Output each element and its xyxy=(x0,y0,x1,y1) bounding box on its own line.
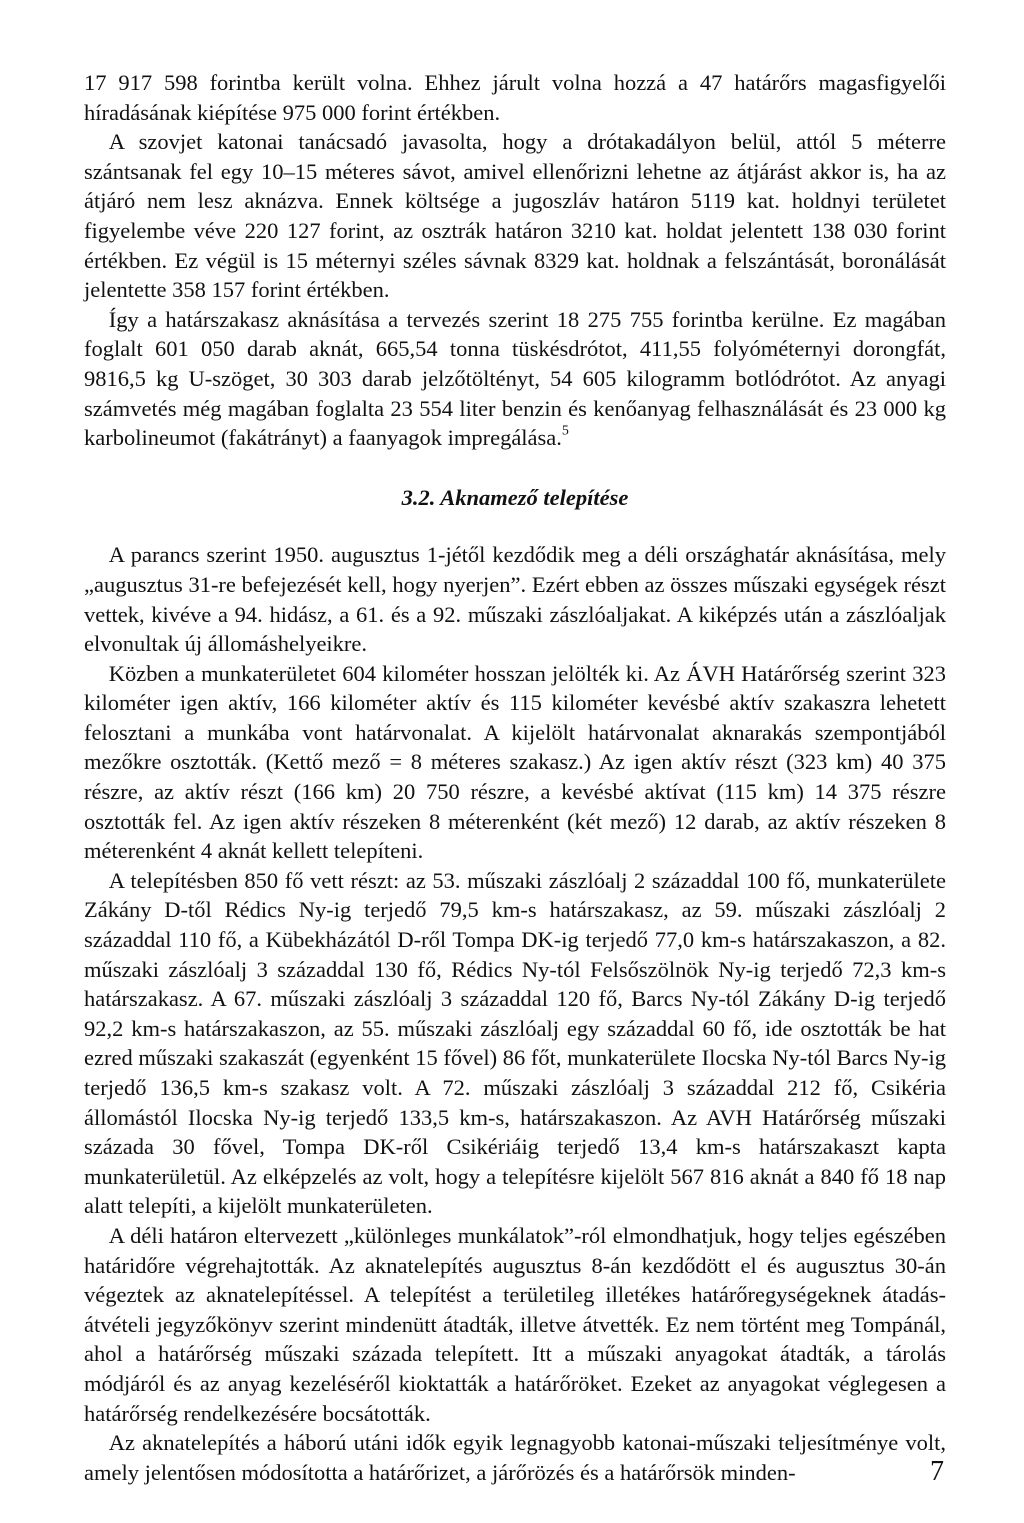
paragraph-3 xyxy=(84,305,946,453)
paragraph-8: Az aknatelepítés a háború utáni idők egyik legnagyobb katonai-műszaki teljesítménye volt, amely jelentősen módosította a határőrizet, a járőrözés és a határőrsök minden- xyxy=(84,1430,946,1485)
page-number: 7 xyxy=(930,1456,944,1487)
paragraph-3-text: Így a határszakasz aknásítása a tervezés szerint 18 275 755 forintba kerülne. Ez magában foglalt 601 050 darab aknát, 665,54 tonna tüskésdrótot, 411,55 folyóméternyi dorongfát, 9816,5 kg U-szöget, 30 303 darab jelzőtöltényt, 54 605 kilogramm botlódrótot. Az anyagi számvetés még magában foglalta 23 554 liter benzin és kenőanyag felhasználását és 23 000 kg karbolineumot (fakátrányt) a faanyagok impregálása. xyxy=(84,306,946,451)
paragraph-6: A telepítésben 850 fő vett részt: az 53. műszaki zászlóalj 2 századdal 100 fő, munkaterülete Zákány D-től Rédics Ny-ig terjedő 79,5 km-s határszakasz, az 59. műszaki zászlóalj 2 századdal 110 fő, a Kübekházától D-ről Tompa DK-ig terjedő 77,0 km-s határszakaszon, a 82. műszaki zászlóalj 3 századdal 130 fő, Rédics Ny-tól Felsőszölnök Ny-ig terjedő 72,3 km-s határszakasz. A 67. műszaki zászlóalj 3 századdal 120 fő, Barcs Ny-tól Zákány D-ig terjedő 92,2 km-s határszakaszon, az 55. műszaki zászlóalj egy századdal 60 fő, ide osztották be hat ezred műszaki szakaszát (egyenként 15 fővel) 86 főt, munkaterülete Ilocska Ny-tól Barcs Ny-ig terjedő 136,5 km-s szakasz volt. A 72. műszaki zászlóalj 3 századdal 212 fő, Csikéria állomástól Ilocska Ny-ig terjedő 133,5 km-s, határszakaszon. Az AVH Határőrség műszaki százada 30 fővel, Tompa DK-ről Csikériáig terjedő 13,4 km-s határszakaszt kapta munkaterületül. Az elképzelés az volt, hogy a telepítésre kijelölt 567 816 aknát a 840 fő 18 nap alatt telepíti, a kijelölt munkaterületen. xyxy=(84,867,946,1219)
paragraph-5: Közben a munkaterületet 604 kilométer hosszan jelölték ki. Az ÁVH Határőrség szerint 323 kilométer igen aktív, 166 kilométer aktív és 115 kilométer kevésbé aktív szakaszra lehetett felosztani a munkába vont határvonalat. A kijelölt határvonalat aknarakás szempontjából mezőkre osztották. (Kettő mező = 8 méteres szakasz.) Az igen aktív részt (323 km) 40 375 részre, az aktív részt (166 km) 20 750 részre, a kevésbé aktívat (115 km) 14 375 részre osztották fel. Az igen aktív részeken 8 méterenként (két mező) 12 darab, az aktív részeken 8 méterenként 4 aknát kellett telepíteni. xyxy=(84,660,946,864)
page-body xyxy=(84,68,946,1487)
section-heading: 3.2. Aknamező telepítése xyxy=(401,484,629,510)
paragraph-2: A szovjet katonai tanácsadó javasolta, hogy a drótakadályon belül, attól 5 méterre szántsanak fel egy 10–15 méteres sávot, amivel ellenőrizni lehetne az átjárást akkor is, ha az átjáró nem lesz aknázva. Ennek költsége a jugoszláv határon 5119 kat. holdnyi területet figyelembe véve 220 127 forint, az osztrák határon 3210 kat. holdat jelentett 138 030 forint értékben. Ez végül is 15 méternyi széles sávnak 8329 kat. holdnak a felszántását, boronálását jelentette 358 157 forint értékben. xyxy=(84,129,946,303)
paragraph-7: A déli határon eltervezett „különleges munkálatok”-ról elmondhatjuk, hogy teljes egészében határidőre végrehajtották. Az aknatelepítés augusztus 8-án kezdődött el és augusztus 30-án végeztek az aknatelepítéssel. A telepítést a területileg illetékes határőregységeknek átadás-átvételi jegyzőkönyv szerint mindenütt átadták, illetve átvették. Ez nem történt meg Tompánál, ahol a határőrség műszaki százada telepített. Itt a műszaki anyagokat átadták, a tárolás módjáról és az anyag kezeléséről kioktatták a határőröket. Ezeket az anyagokat véglegesen a határőrség rendelkezésére bocsátották. xyxy=(84,1222,946,1426)
paragraph-4: A parancs szerint 1950. augusztus 1-jétől kezdődik meg a déli országhatár aknásítása, mely „augusztus 31-re befejezését kell, hogy nyerjen”. Ezért ebben az összes műszaki egységek részt vettek, kivéve a 94. hidász, a 61. és a 92. műszaki zászlóaljakat. A kiképzés után a zászlóaljak elvonultak új állomáshelyeikre. xyxy=(84,542,946,657)
paragraph-1: 17 917 598 forintba került volna. Ehhez járult volna hozzá a 47 határőrs magasfigyelői híradásának kiépítése 975 000 forint értékben. xyxy=(84,70,946,125)
footnote-marker: 5 xyxy=(561,423,569,439)
